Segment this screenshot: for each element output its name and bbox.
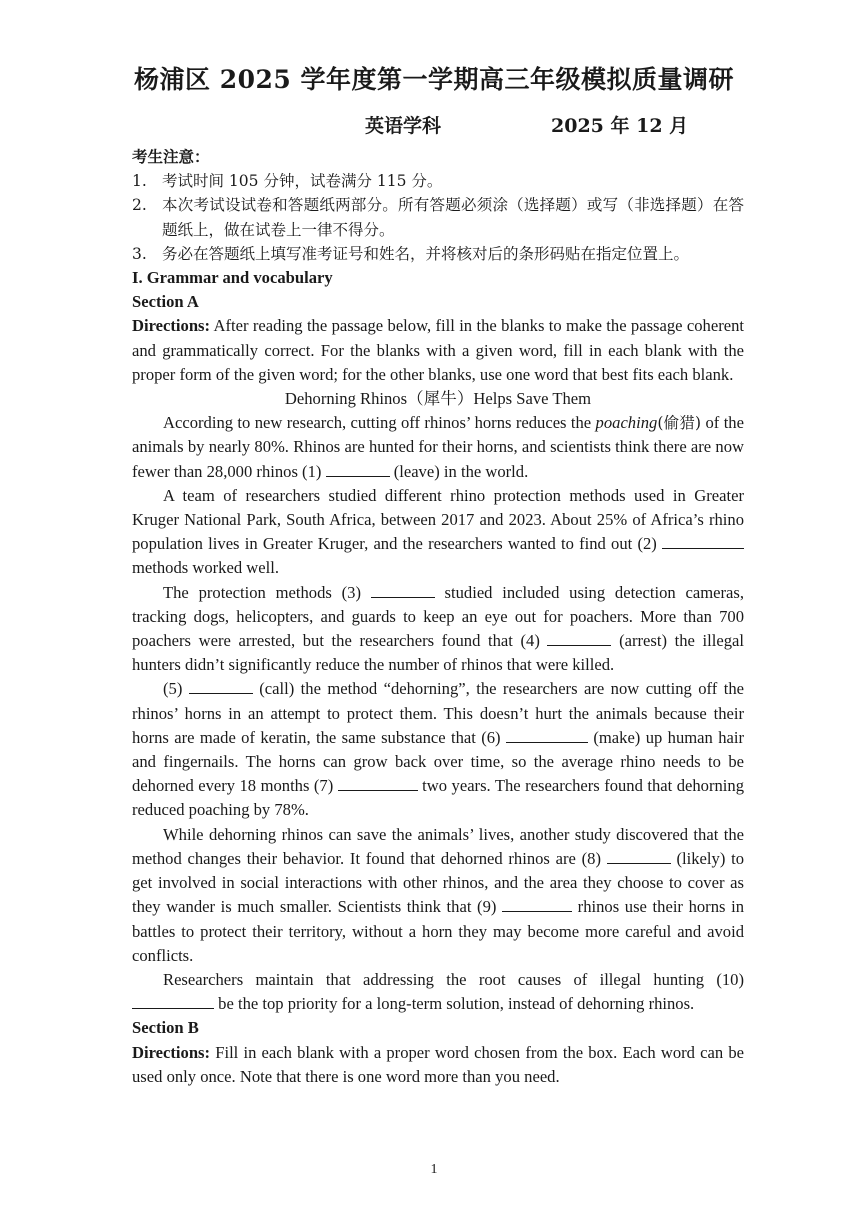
subject-label: 英语学科 — [365, 115, 442, 137]
blank-1[interactable] — [326, 462, 390, 477]
notice-text: 务必在答题纸上填写准考证号和姓名，并将核对后的条形码贴在指定位置上。 — [162, 244, 690, 263]
passage-paragraph-6 — [132, 968, 744, 1016]
passage-paragraph-4 — [132, 677, 744, 822]
directions-text: After reading the passage below, fill in the blanks to make the passage coherent and grammatically correct. For the blanks with a given word, fill in each blank with the proper form of the given word; for the other blanks, use one word that best fits each blank. — [132, 316, 744, 384]
paragraph-text: (make) up human hair and fingernails. The horns can grow back over time, so the average rhino needs to be dehorned every 18 months (7) — [132, 727, 745, 796]
notice-item — [132, 193, 744, 241]
page-number: 1 — [430, 1162, 438, 1177]
paragraph-text: rhinos use their horns in battles to protect their territory, without a horn they may become more careful and avoid conflicts. — [132, 897, 744, 965]
blank-6[interactable] — [506, 728, 588, 743]
paragraph-text: of the animals by nearly 80%. Rhinos are hunted for their horns, and scientists think there are now fewer than 28,000 rhinos (1) — [132, 413, 744, 481]
paragraph-text: (likely) to get involved in social interactions with other rhinos, and the area they choose to cover as they wander is much smaller. Scientists think that (9) — [132, 848, 745, 917]
poaching-word: poaching — [595, 413, 658, 433]
blank-9[interactable] — [502, 897, 572, 912]
blank-3[interactable] — [371, 583, 435, 598]
notice-number: 1. — [132, 172, 147, 191]
directions-label: Directions: — [132, 316, 211, 336]
passage-paragraph-3 — [132, 581, 744, 678]
blank-10[interactable] — [132, 994, 214, 1009]
blank-4[interactable] — [547, 631, 611, 646]
notice-item — [132, 169, 744, 193]
paragraph-text: be the top priority for a long-term solution, instead of dehorning rhinos. — [214, 994, 695, 1014]
paragraph-text: (leave) in the world. — [389, 461, 529, 481]
blank-2[interactable] — [662, 534, 744, 549]
passage-title: Dehorning Rhinos（犀牛）Helps Save Them — [284, 389, 592, 409]
section-a-heading: Section A — [132, 292, 199, 312]
exam-body — [132, 145, 744, 1089]
blank-7[interactable] — [338, 776, 418, 791]
passage-paragraph-2 — [132, 484, 744, 581]
paragraph-text: According to new research, cutting off rhinos’ horns reduces the — [163, 413, 596, 433]
directions-text: Fill in each blank with a proper word chosen from the box. Each word can be used only once. Note that there is one word more than you need. — [132, 1042, 744, 1086]
paragraph-text: (call) the method “dehorning”, the researchers are now cutting off the rhinos’ horns in an attempt to protect them. This doesn’t hurt the animals because their horns are made of keratin, the same substance that (6) — [132, 679, 744, 747]
paragraph-text: methods worked well. — [132, 558, 280, 578]
passage-paragraph-1 — [132, 411, 744, 484]
notice-number: 3. — [132, 244, 147, 263]
notice-number: 2. — [132, 196, 147, 215]
section-b-directions — [132, 1041, 744, 1089]
blank-5[interactable] — [189, 679, 253, 694]
paragraph-text: The protection methods (3) — [163, 582, 371, 602]
notice-heading: 考生注意： — [132, 147, 210, 166]
notice-item — [132, 242, 744, 266]
notice-text: 考试时间 105 分钟，试卷满分 115 分。 — [162, 172, 443, 191]
section-a-directions — [132, 314, 744, 387]
exam-date: 2025 年 12 月 — [551, 115, 689, 137]
passage-paragraph-5 — [132, 823, 744, 968]
paragraph-text: (arrest) the illegal hunters didn’t significantly reduce the number of rhinos that were killed. — [132, 631, 744, 675]
paragraph-text: two years. The researchers found that dehorning reduced poaching by 78%. — [132, 776, 744, 820]
directions-label: Directions: — [132, 1042, 211, 1062]
blank-8[interactable] — [607, 849, 671, 864]
exam-title: 杨浦区 2025 学年度第一学期高三年级模拟质量调研 — [134, 65, 734, 94]
paragraph-text: A team of researchers studied different rhino protection methods used in Greater Kruger National Park, South Africa, between 2017 and 2023. About 25% of Africa’s rhino population lives in Greater Kruger, and the researchers wanted to find out (2) — [132, 485, 744, 554]
section-b-heading: Section B — [132, 1018, 199, 1038]
paragraph-text: (5) — [163, 679, 189, 699]
notice-text: 本次考试设试卷和答题纸两部分。所有答题必须涂（选择题）或写（非选择题）在答题纸上，做在试卷上一律不得分。 — [162, 196, 744, 239]
part-heading: I. Grammar and vocabulary — [132, 268, 333, 288]
poaching-gloss: (偷猎) — [657, 414, 702, 433]
paragraph-text: While dehorning rhinos can save the animals’ lives, another study discovered that the method changes their behavior. It found that dehorned rhinos are (8) — [132, 824, 744, 868]
paragraph-text: studied included using detection cameras, tracking dogs, helicopters, and guards to keep an eye out for poachers. More than 700 poachers were arrested, but the researchers found that (4) — [132, 582, 744, 651]
paragraph-text: Researchers maintain that addressing the root causes of illegal hunting (10) — [163, 969, 744, 989]
